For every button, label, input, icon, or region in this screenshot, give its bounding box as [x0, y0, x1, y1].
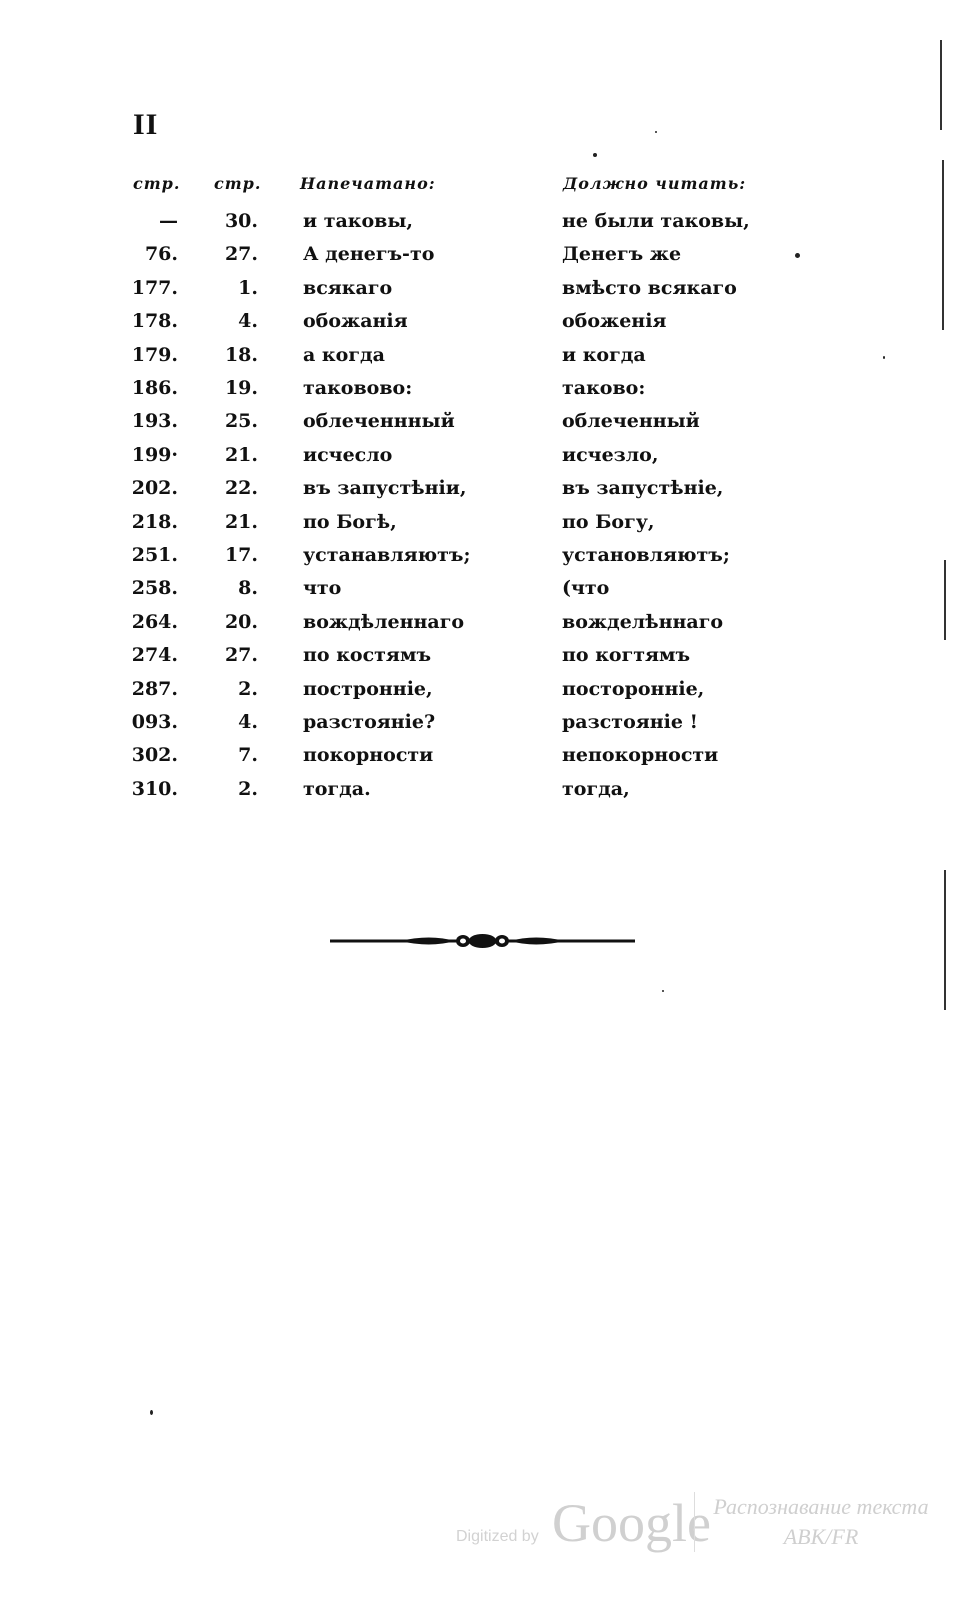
ocr-watermark-line1: Распознавание текста [713, 1494, 929, 1519]
errata-page-cell: — [159, 210, 178, 232]
errata-line-cell: 17. [224, 544, 258, 566]
errata-line-cell: 4. [238, 310, 258, 333]
errata-correct-cell: вожделѣннаго [562, 610, 724, 633]
errata-printed-cell: облеченнный [303, 410, 455, 433]
errata-row [0, 544, 968, 574]
errata-page-cell: 218. [131, 510, 178, 533]
scan-speck [150, 1410, 153, 1415]
errata-row [0, 210, 968, 240]
digitized-by-text: Digitized by [456, 1528, 539, 1545]
errata-page-cell: 179. [131, 343, 178, 366]
errata-row [0, 611, 968, 641]
errata-correct-cell: таково: [562, 377, 646, 399]
errata-printed-cell: что [303, 577, 342, 600]
errata-line-cell: 4. [238, 711, 258, 733]
errata-row [0, 410, 968, 440]
errata-row [0, 377, 968, 407]
errata-row [0, 711, 968, 741]
errata-correct-cell: вмѣсто всякаго [562, 276, 737, 299]
ocr-watermark-line2: ABK/FR [783, 1524, 859, 1549]
scan-edge-line [940, 40, 942, 130]
errata-line-cell: 30. [224, 210, 258, 232]
errata-page-cell: 264. [131, 610, 178, 633]
errata-correct-cell: въ запустѣніе, [562, 477, 724, 500]
digitized-watermark [456, 1490, 946, 1570]
errata-printed-cell: всякаго [303, 276, 393, 299]
errata-printed-cell: построннiе, [303, 677, 433, 700]
google-logo: Google [552, 1493, 711, 1553]
errata-printed-cell: по Богѣ, [303, 510, 397, 533]
ocr-watermark [694, 1492, 947, 1552]
errata-page-cell: 302. [131, 744, 178, 767]
errata-correct-cell: Денегъ же [562, 243, 682, 266]
errata-printed-cell: устанавляютъ; [303, 544, 471, 566]
errata-printed-cell: тогда. [303, 777, 371, 800]
errata-line-cell: 27. [224, 644, 258, 667]
errata-printed-cell: вождѣленнаго [303, 610, 465, 633]
errata-correct-cell: установляютъ; [562, 544, 730, 566]
errata-page-cell: 093. [131, 711, 178, 733]
header-correct: Должно читать: [563, 174, 747, 193]
page-number: II [133, 108, 159, 141]
header-page: стр. [133, 174, 181, 193]
errata-correct-cell: исчезло, [562, 443, 659, 466]
scan-edge-line [944, 870, 946, 1010]
errata-row [0, 444, 968, 474]
errata-page-cell: 287. [131, 677, 178, 700]
errata-line-cell: 25. [224, 410, 258, 433]
errata-line-cell: 22. [224, 477, 258, 500]
scan-speck [795, 253, 800, 258]
errata-line-cell: 21. [224, 443, 258, 466]
errata-row [0, 744, 968, 774]
errata-row [0, 577, 968, 607]
errata-page-cell: 186. [131, 377, 178, 399]
errata-line-cell: 19. [224, 377, 258, 399]
errata-row [0, 277, 968, 307]
errata-line-cell: 2. [238, 777, 258, 800]
errata-printed-cell: разстояніе? [303, 711, 436, 733]
errata-page-cell: 310. [131, 777, 178, 800]
errata-row [0, 511, 968, 541]
header-printed: Напечатано: [300, 174, 436, 193]
errata-correct-cell: посторонніе, [562, 677, 705, 700]
errata-printed-cell: покорности [303, 744, 434, 767]
errata-row [0, 310, 968, 340]
divider-ornament-icon [330, 930, 635, 952]
errata-page-cell: 76. [144, 243, 178, 266]
errata-line-cell: 21. [224, 510, 258, 533]
scan-edge-line [942, 160, 944, 330]
errata-row [0, 344, 968, 374]
errata-row [0, 678, 968, 708]
errata-correct-cell: и когда [562, 343, 646, 366]
header-line: стр. [214, 174, 262, 193]
errata-printed-cell: исчесло [303, 443, 393, 466]
scan-edge-line [944, 560, 946, 640]
errata-line-cell: 20. [224, 610, 258, 633]
errata-line-cell: 1. [238, 276, 258, 299]
errata-line-cell: 2. [238, 677, 258, 700]
errata-correct-cell: не были таковы, [562, 210, 750, 232]
errata-row [0, 243, 968, 273]
errata-correct-cell: по Богу, [562, 510, 655, 533]
errata-row [0, 644, 968, 674]
errata-line-cell: 27. [224, 243, 258, 266]
errata-printed-cell: въ запустѣніи, [303, 477, 467, 500]
scan-speck [662, 990, 664, 992]
errata-page-cell: 202. [131, 477, 178, 500]
errata-printed-cell: А денегъ-то [303, 243, 435, 266]
errata-correct-cell: разстояніе ! [562, 711, 698, 733]
errata-correct-cell: непокорности [562, 744, 719, 767]
errata-row [0, 477, 968, 507]
errata-line-cell: 18. [224, 343, 258, 366]
errata-printed-cell: по костямъ [303, 644, 432, 667]
errata-correct-cell: тогда, [562, 777, 630, 800]
scan-speck [593, 153, 597, 157]
errata-line-cell: 8. [238, 577, 258, 600]
errata-page-cell: 177. [131, 276, 178, 299]
scan-speck [883, 356, 885, 359]
errata-page-cell: 274. [131, 644, 178, 667]
errata-page-cell: 193. [131, 410, 178, 433]
scan-speck [655, 131, 657, 133]
errata-line-cell: 7. [238, 744, 258, 767]
errata-header-row [0, 174, 968, 204]
errata-page-cell: 199· [131, 443, 178, 466]
errata-printed-cell: а когда [303, 343, 385, 366]
errata-page-cell: 251. [131, 544, 178, 566]
errata-row [0, 778, 968, 808]
errata-page-cell: 258. [131, 577, 178, 600]
errata-printed-cell: обожанія [303, 310, 408, 333]
errata-printed-cell: и таковы, [303, 210, 414, 232]
errata-correct-cell: обоженія [562, 310, 667, 333]
errata-correct-cell: (что [562, 577, 610, 600]
errata-page-cell: 178. [131, 310, 178, 333]
errata-correct-cell: облеченный [562, 410, 700, 433]
errata-correct-cell: по когтямъ [562, 644, 691, 667]
errata-printed-cell: таковово: [303, 377, 413, 399]
